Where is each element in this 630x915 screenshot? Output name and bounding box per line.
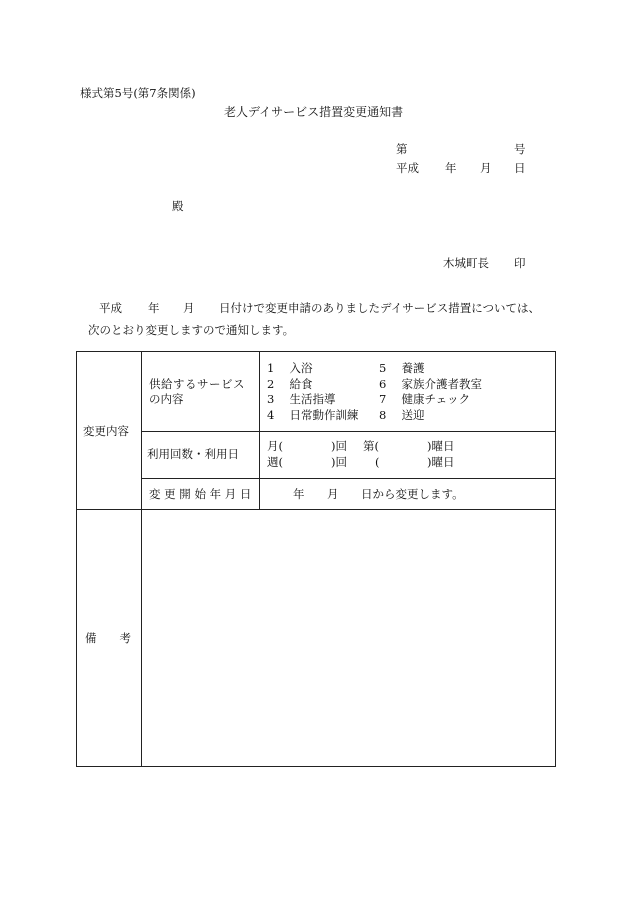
change-table [76,351,556,767]
service-item: 8 送迎 [379,407,425,422]
doc-number-suffix: 号 [514,142,526,156]
usage-row1-d: )曜日 [427,439,455,453]
service-item: 5 養護 [379,361,425,375]
service-label-line1: 供給するサービス [149,377,245,391]
body-line2: 次のとおり変更しますので通知します。 [88,323,295,337]
usage-row1-c: 第( [363,439,379,453]
remarks-area [142,510,554,766]
issuer-name: 木城町長 [443,256,489,270]
addressee-honorific: 殿 [172,199,184,213]
usage-label: 利用回数・利用日 [147,447,239,461]
table-divider-h1 [141,431,555,432]
date-era: 平成 [396,161,419,175]
service-label-line2: の内容 [149,392,184,406]
date-month: 月 [480,161,492,175]
document-title: 老人デイサービス措置変更通知書 [224,105,404,119]
service-item: 1 入浴 [267,361,313,375]
usage-row1-b: )回 [331,439,347,453]
date-year: 年 [445,161,457,175]
service-item: 6 家族介護者教室 [379,376,482,391]
start-rest: 日から変更します。 [361,487,464,501]
section-label-change: 変更内容 [83,424,129,438]
start-month: 月 [327,487,339,501]
issuer-seal: 印 [514,256,526,270]
body-era: 平成 [99,301,122,315]
usage-row2-a: 週( [267,455,283,469]
usage-row1-a: 月( [267,439,283,453]
start-date-label: 変 更 開 始 年 月 日 [149,487,252,501]
usage-row2-c: ( [375,455,380,469]
service-item: 3 生活指導 [267,392,336,406]
body-line1-rest: 日付けで変更申請のありましたデイサービス措置については、 [219,301,540,315]
table-divider-h2 [141,478,555,479]
body-month: 月 [183,301,195,315]
service-item: 7 健康チェック [379,392,471,406]
start-year: 年 [293,487,305,501]
service-item: 2 給食 [267,376,313,391]
usage-row2-d: )曜日 [427,455,455,469]
doc-number-prefix: 第 [396,142,408,156]
body-year: 年 [148,301,160,315]
form-number: 様式第5号(第7条関係) [80,86,196,100]
usage-row2-b: )回 [331,455,347,469]
remarks-label: 備 考 [85,631,131,645]
date-day: 日 [514,161,526,175]
service-item: 4 日常動作訓練 [267,407,359,422]
